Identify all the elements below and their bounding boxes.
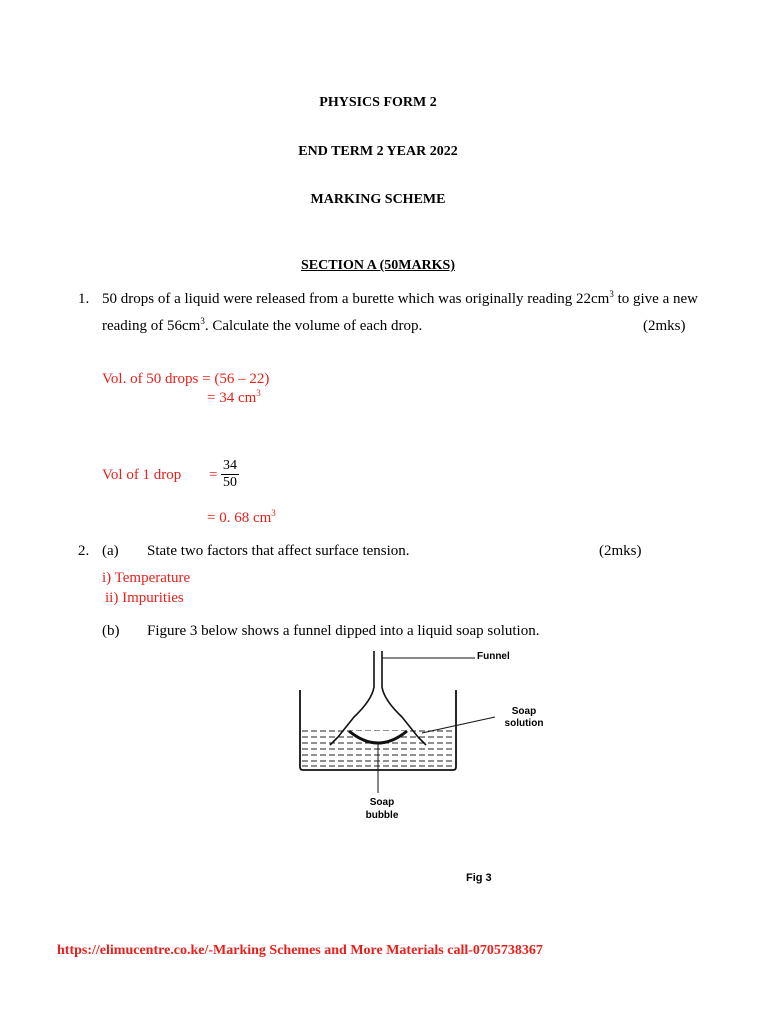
footer-link[interactable]: https://elimucentre.co.ke/-Marking Schemes and More Materials call-0705738367 — [57, 943, 543, 958]
q2-part-a: (a) — [102, 543, 119, 559]
figure-caption: Fig 3 — [466, 872, 492, 884]
q1-answer-equals: = — [209, 467, 218, 483]
section-heading — [0, 258, 756, 274]
q1-answer-result-text: = 0. 68 cm — [207, 510, 272, 526]
q1-answer-line2-sup: 3 — [256, 388, 261, 398]
q1-line1-end: to give a new — [613, 291, 698, 307]
q1-answer-result — [207, 510, 276, 527]
q1-line1 — [102, 291, 698, 308]
q1-line2-sup: 3 — [200, 316, 205, 326]
scheme-title: MARKING SCHEME — [310, 192, 446, 207]
soap-bubble-film — [349, 731, 407, 743]
q1-fraction-denominator: 50 — [223, 475, 237, 490]
q2-answer-i: i) Temperature — [102, 570, 191, 586]
q2-answer-ii: ii) Impurities — [105, 590, 184, 606]
doc-title: PHYSICS FORM 2 — [319, 95, 437, 110]
leader-lines — [378, 658, 495, 793]
q1-marks: (2mks) — [643, 318, 686, 334]
soap-solution-label-line2: solution — [504, 718, 544, 729]
q1-line2 — [102, 318, 422, 335]
q1-line2-end: . Calculate the volume of each drop. — [204, 318, 423, 334]
q1-answer-drop-label: Vol of 1 drop — [102, 467, 182, 483]
q1-answer-line1: Vol. of 50 drops = (56 – 22) — [102, 371, 270, 387]
q2-part-b-text: Figure 3 below shows a funnel dipped into a liquid soap solution. — [147, 623, 540, 639]
section-heading-text: SECTION A (50MARKS) — [300, 258, 456, 273]
q1-answer-line2-text: = 34 cm — [207, 390, 257, 406]
soap-bubble-label — [358, 796, 406, 822]
soap-solution-label — [499, 706, 549, 730]
q2-part-b: (b) — [102, 623, 120, 639]
q1-answer-line2 — [207, 390, 261, 407]
funnel-figure — [290, 645, 550, 835]
funnel-label: Funnel — [477, 651, 510, 662]
soap-bubble-label-line2: bubble — [365, 810, 399, 821]
q1-line1-sup: 3 — [609, 289, 614, 299]
q2-part-a-text: State two factors that affect surface tension. — [147, 543, 410, 559]
q1-fraction — [221, 458, 239, 491]
q1-answer-result-sup: 3 — [271, 508, 276, 518]
q1-line2-text: reading of 56cm — [102, 318, 201, 334]
exam-title: END TERM 2 YEAR 2022 — [298, 144, 458, 159]
q1-fraction-numerator: 34 — [223, 458, 237, 473]
q1-number: 1. — [78, 291, 90, 307]
q1-line1-text: 50 drops of a liquid were released from a burette which was originally reading 22cm — [102, 291, 610, 307]
q2-part-a-marks: (2mks) — [599, 543, 642, 559]
soap-bubble-label-line1: Soap — [369, 797, 395, 808]
soap-solution-label-line1: Soap — [511, 706, 537, 717]
q2-number: 2. — [78, 543, 90, 559]
